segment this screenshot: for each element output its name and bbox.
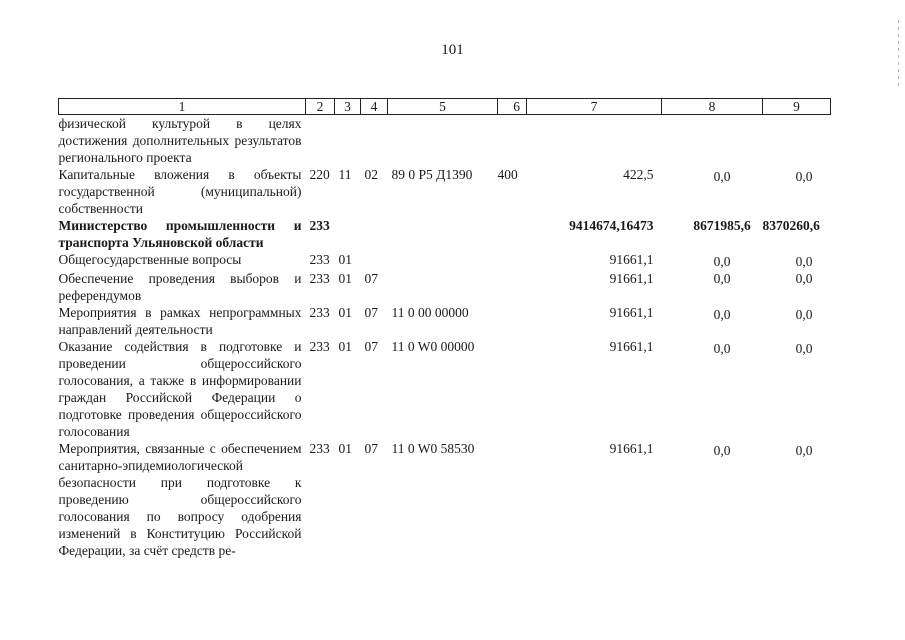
row-amount-col7: 91661,1 — [609, 271, 654, 286]
row-name: Мероприятия, связанные с обеспечением санитарно-эпидемиологической безопасности при подготовке к проведению общероссийского голосования по вопросу одобрения изменений в Конституцию Российской Федерации, за счёт средств ре- — [58, 441, 302, 558]
row-ministry-code — [306, 115, 335, 167]
row-section: 01 — [338, 305, 352, 320]
row-section: 01 — [338, 271, 352, 286]
row-subsection: 07 — [364, 339, 378, 354]
row-section: 11 — [338, 167, 352, 182]
header-col-3: 3 — [335, 99, 361, 115]
row-target-article: 11 0 W0 00000 — [391, 339, 475, 354]
row-ministry-code: 233 — [309, 441, 330, 456]
row-ministry-code: 233 — [309, 305, 330, 320]
row-target-article — [388, 270, 498, 304]
row-amount-col9: 0,0 — [795, 341, 813, 356]
table-row — [59, 338, 831, 440]
row-target-article: 89 0 P5 Д1390 — [391, 167, 473, 182]
row-section — [335, 115, 361, 167]
row-subsection: 07 — [364, 305, 378, 320]
table-row — [59, 304, 831, 338]
row-amount-col7: 9414674,16473 — [569, 218, 654, 233]
table-row — [59, 166, 831, 217]
row-ministry-code: 220 — [309, 167, 330, 182]
row-amount-col7: 422,5 — [623, 167, 654, 182]
row-expense-type — [498, 304, 527, 338]
row-section: 01 — [338, 252, 352, 267]
row-ministry-code: 233 — [309, 252, 330, 267]
table-header — [59, 99, 831, 115]
header-col-1: 1 — [59, 99, 306, 115]
row-subsection: 07 — [364, 441, 378, 456]
row-subsection — [361, 217, 388, 251]
row-amount-col9: 0,0 — [795, 443, 813, 458]
row-subsection — [361, 115, 388, 167]
header-col-9: 9 — [763, 99, 831, 115]
row-name: Оказание содействия в подготовке и проведении общероссийского голосования, а также в информировании граждан Российской Федерации о подготовке проведения общероссийского голосования — [58, 339, 302, 439]
row-amount-col8: 0,0 — [713, 169, 731, 184]
row-amount-col9 — [763, 115, 831, 167]
row-expense-type — [498, 440, 527, 559]
row-name: Мероприятия в рамках непрограммных направлений деятельности — [58, 305, 302, 337]
row-amount-col8: 0,0 — [713, 271, 731, 286]
row-name: Капитальные вложения в объекты государственной (муниципальной) собственности — [58, 167, 302, 216]
row-amount-col9: 0,0 — [795, 307, 813, 322]
row-subsection — [361, 251, 388, 270]
row-amount-col8: 0,0 — [713, 341, 731, 356]
row-ministry-code: 233 — [309, 271, 330, 286]
row-name: физической культурой в целях достижения дополнительных результатов регионального проекта — [58, 116, 302, 165]
row-target-article: 11 0 00 00000 — [391, 305, 469, 320]
table-row — [59, 115, 831, 167]
header-col-5: 5 — [388, 99, 498, 115]
row-amount-col8: 8671985,6 — [693, 218, 751, 233]
table-body — [59, 115, 831, 560]
budget-table — [58, 98, 831, 559]
header-col-8: 8 — [662, 99, 763, 115]
row-expense-type — [498, 251, 527, 270]
row-amount-col8: 0,0 — [713, 254, 731, 269]
row-section: 01 — [338, 441, 352, 456]
row-amount-col7: 91661,1 — [609, 339, 654, 354]
header-col-7: 7 — [527, 99, 662, 115]
header-col-2: 2 — [306, 99, 335, 115]
row-name: Обеспечение проведения выборов и референдумов — [58, 271, 302, 303]
row-amount-col9: 0,0 — [795, 169, 813, 184]
row-target-article — [388, 251, 498, 270]
budget-table-container — [58, 98, 830, 559]
row-amount-col7 — [527, 115, 662, 167]
row-amount-col9: 0,0 — [795, 254, 813, 269]
row-expense-type — [498, 270, 527, 304]
row-ministry-code: 233 — [309, 218, 330, 233]
row-section: 01 — [338, 339, 352, 354]
row-expense-type — [498, 338, 527, 440]
row-name: Министерство промышленности и транспорта Ульяновской области — [58, 218, 302, 250]
header-row — [59, 99, 831, 115]
row-target-article — [388, 115, 498, 167]
row-expense-type: 400 — [497, 167, 518, 182]
table-row — [59, 270, 831, 304]
row-expense-type — [498, 115, 527, 167]
page-number: 101 — [441, 42, 464, 58]
row-target-article — [388, 217, 498, 251]
table-row — [59, 440, 831, 559]
row-amount-col7: 91661,1 — [609, 441, 654, 456]
row-target-article: 11 0 W0 58530 — [391, 441, 475, 456]
header-col-4: 4 — [361, 99, 388, 115]
row-expense-type — [498, 217, 527, 251]
row-section — [335, 217, 361, 251]
edge-scan-mark — [898, 20, 899, 90]
row-name: Общегосударственные вопросы — [58, 252, 242, 267]
row-amount-col8: 0,0 — [713, 307, 731, 322]
row-subsection: 07 — [364, 271, 378, 286]
row-amount-col9: 8370260,6 — [762, 218, 820, 233]
row-amount-col7: 91661,1 — [609, 305, 654, 320]
table-row — [59, 217, 831, 251]
row-subsection: 02 — [364, 167, 378, 182]
row-amount-col8: 0,0 — [713, 443, 731, 458]
row-amount-col9: 0,0 — [795, 271, 813, 286]
header-col-6: 6 — [498, 99, 527, 115]
row-amount-col8 — [662, 115, 763, 167]
row-ministry-code: 233 — [309, 339, 330, 354]
row-amount-col7: 91661,1 — [609, 252, 654, 267]
table-row — [59, 251, 831, 270]
